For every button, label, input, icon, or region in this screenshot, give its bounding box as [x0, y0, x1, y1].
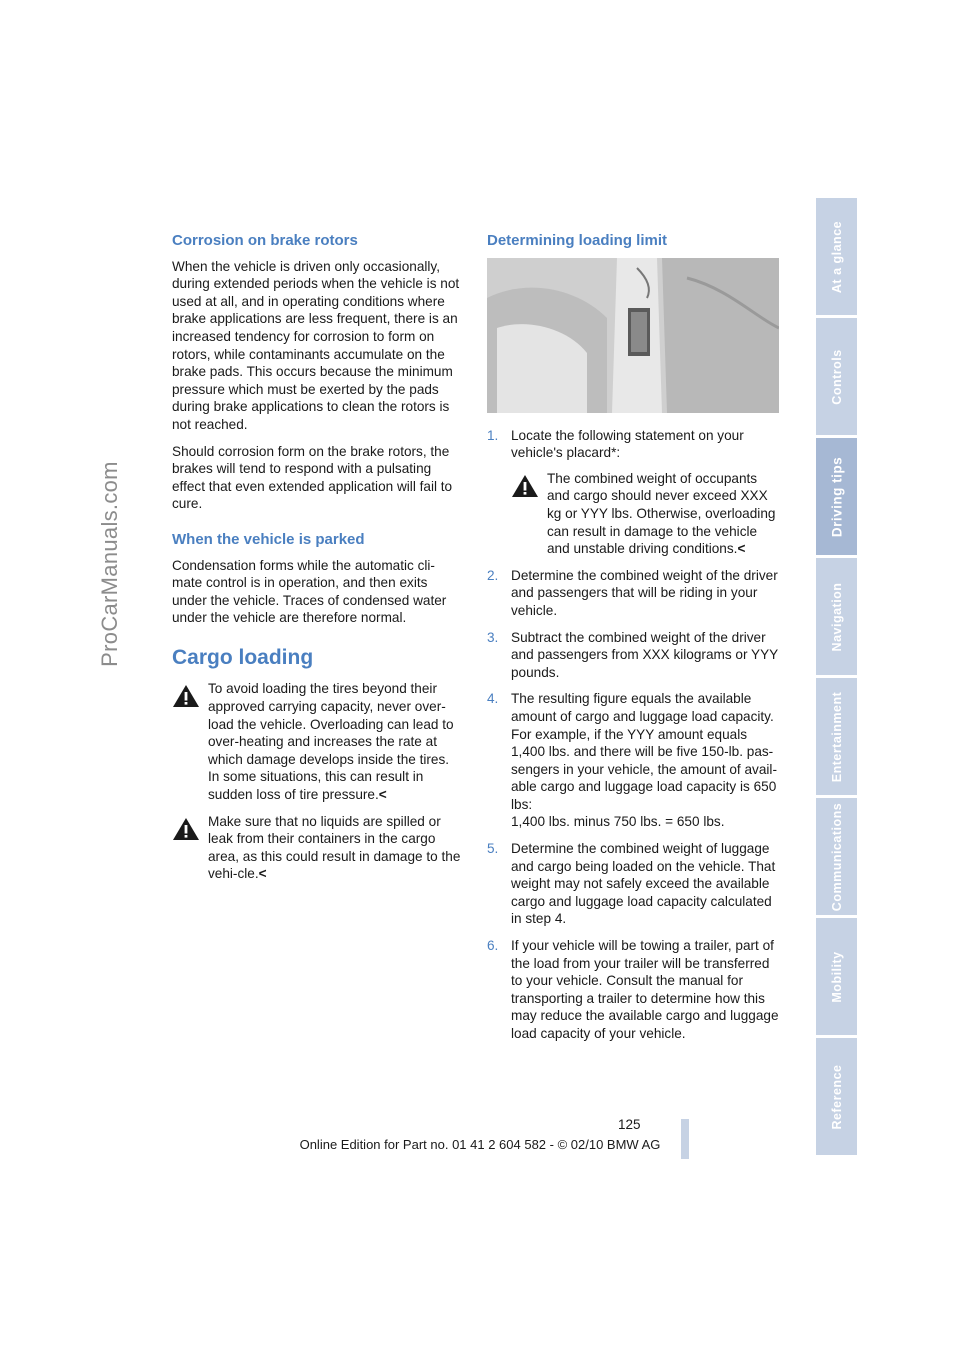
tab-label: Navigation	[829, 582, 844, 651]
parked-paragraph: Condensation forms while the automatic cli-mate control is in operation, and then exits under the vehicle. Traces of condensed water under the vehicle are therefore normal.	[172, 557, 447, 626]
placard-photo	[487, 258, 779, 413]
tab-controls[interactable]	[816, 318, 857, 435]
end-mark: <	[258, 866, 267, 882]
step-5	[487, 840, 781, 928]
tab-communications[interactable]	[816, 798, 857, 915]
door-pillar-illustration	[487, 258, 779, 413]
tab-label: Driving tips	[829, 456, 844, 537]
warning-placard-text: The combined weight of occupants and cargo should never exceed XXX kg or YYY lbs. Otherwise, overloading can result in damage to the vehicle and unstable driving conditions.	[547, 470, 776, 557]
tab-mobility[interactable]	[816, 918, 857, 1035]
step-text: Locate the following statement on your vehicle's placard*:	[511, 427, 744, 461]
step-text: If your vehicle will be towing a trailer, part of the load from your trailer will be transferred to your vehicle. Consult the manual for transporting a trailer to determine how this may reduce the available cargo and luggage load capacity of your vehicle.	[511, 938, 779, 1041]
tab-label: Entertainment	[829, 691, 844, 782]
corrosion-paragraph-2: Should corrosion form on the brake rotors, the brakes will tend to respond with a pulsating effect that even extended application will fail to cure.	[172, 443, 453, 512]
warning-overload	[172, 680, 464, 803]
chapter-tabs	[816, 198, 857, 1158]
step-number: 5.	[487, 841, 499, 857]
parked-heading: When the vehicle is parked	[172, 530, 365, 548]
tab-entertainment[interactable]	[816, 678, 857, 795]
watermark-text: ProCarManuals.com	[97, 461, 122, 667]
step-number: 4.	[487, 691, 499, 707]
tab-label: Communications	[829, 802, 844, 911]
step-text: Subtract the combined weight of the driver and passengers from XXX kilograms or YYY pounds.	[511, 629, 778, 680]
step-1	[487, 427, 781, 558]
step-4	[487, 690, 781, 831]
step-text: Determine the combined weight of the driver and passengers that will be riding in your vehicle.	[511, 567, 778, 618]
warning-liquids	[172, 813, 464, 883]
step-text: The resulting figure equals the available amount of cargo and luggage load capacity. For example, if the YYY amount equals 1,400 lbs. and there will be five 150-lb. pas-sengers in your vehicle, the amount of avail-able cargo and luggage load capacity is 650 lbs:	[511, 691, 777, 812]
steps-list	[487, 427, 781, 1043]
end-mark: <	[378, 787, 387, 803]
tab-navigation[interactable]	[816, 558, 857, 675]
step-3	[487, 629, 781, 682]
loading-limit-heading: Determining loading limit	[487, 232, 668, 249]
warning-icon	[172, 817, 200, 841]
footer-text: Online Edition for Part no. 01 41 2 604 582 - © 02/10 BMW AG	[299, 1137, 661, 1152]
warning-placard	[487, 470, 781, 558]
tab-label: Reference	[829, 1064, 844, 1129]
corrosion-paragraph-1: When the vehicle is driven only occasionally, during extended periods when the vehicle is not used at all, and in operating conditions where brake applications are less frequent, there is an increased tendency for corrosion to form on rotors, while contaminants accumulate on the brake pads. This occurs because the minimum pressure which must be exerted by the pads during brake applications to clean the rotors is not reached.	[172, 258, 460, 432]
step-number: 1.	[487, 427, 499, 443]
step-2	[487, 567, 781, 620]
tab-label: Mobility	[829, 950, 844, 1003]
page-number: 125	[618, 1117, 641, 1132]
right-column	[487, 232, 781, 1052]
corrosion-heading: Corrosion on brake rotors	[172, 232, 358, 249]
end-mark: <	[737, 541, 746, 557]
step-4-calculation: 1,400 lbs. minus 750 lbs. = 650 lbs.	[511, 814, 725, 830]
warning-icon	[172, 684, 200, 708]
tab-driving-tips[interactable]	[816, 438, 857, 555]
warning-overload-text: To avoid loading the tires beyond their approved carrying capacity, never over-load the vehicle. Overloading can lead to over-heating and increases the rate at which damage develops inside the tires. In some situations, this can result in sudden loss of tire pressure.	[208, 681, 454, 803]
tab-label: At a glance	[829, 220, 844, 293]
step-6	[487, 937, 781, 1043]
step-number: 3.	[487, 629, 499, 645]
cargo-heading: Cargo loading	[172, 645, 314, 669]
step-number: 6.	[487, 938, 499, 954]
tab-label: Controls	[829, 348, 844, 405]
step-number: 2.	[487, 567, 499, 583]
warning-liquids-text: Make sure that no liquids are spilled or leak from their containers in the cargo area, as this could result in damage to the vehi-cle.	[208, 813, 461, 882]
left-column	[172, 232, 464, 892]
tab-at-a-glance[interactable]	[816, 198, 857, 315]
step-text: Determine the combined weight of luggage and cargo being loaded on the vehicle. That weight may not safely exceed the available cargo and luggage load capacity calculated in step 4.	[511, 841, 776, 927]
warning-icon	[511, 474, 539, 498]
